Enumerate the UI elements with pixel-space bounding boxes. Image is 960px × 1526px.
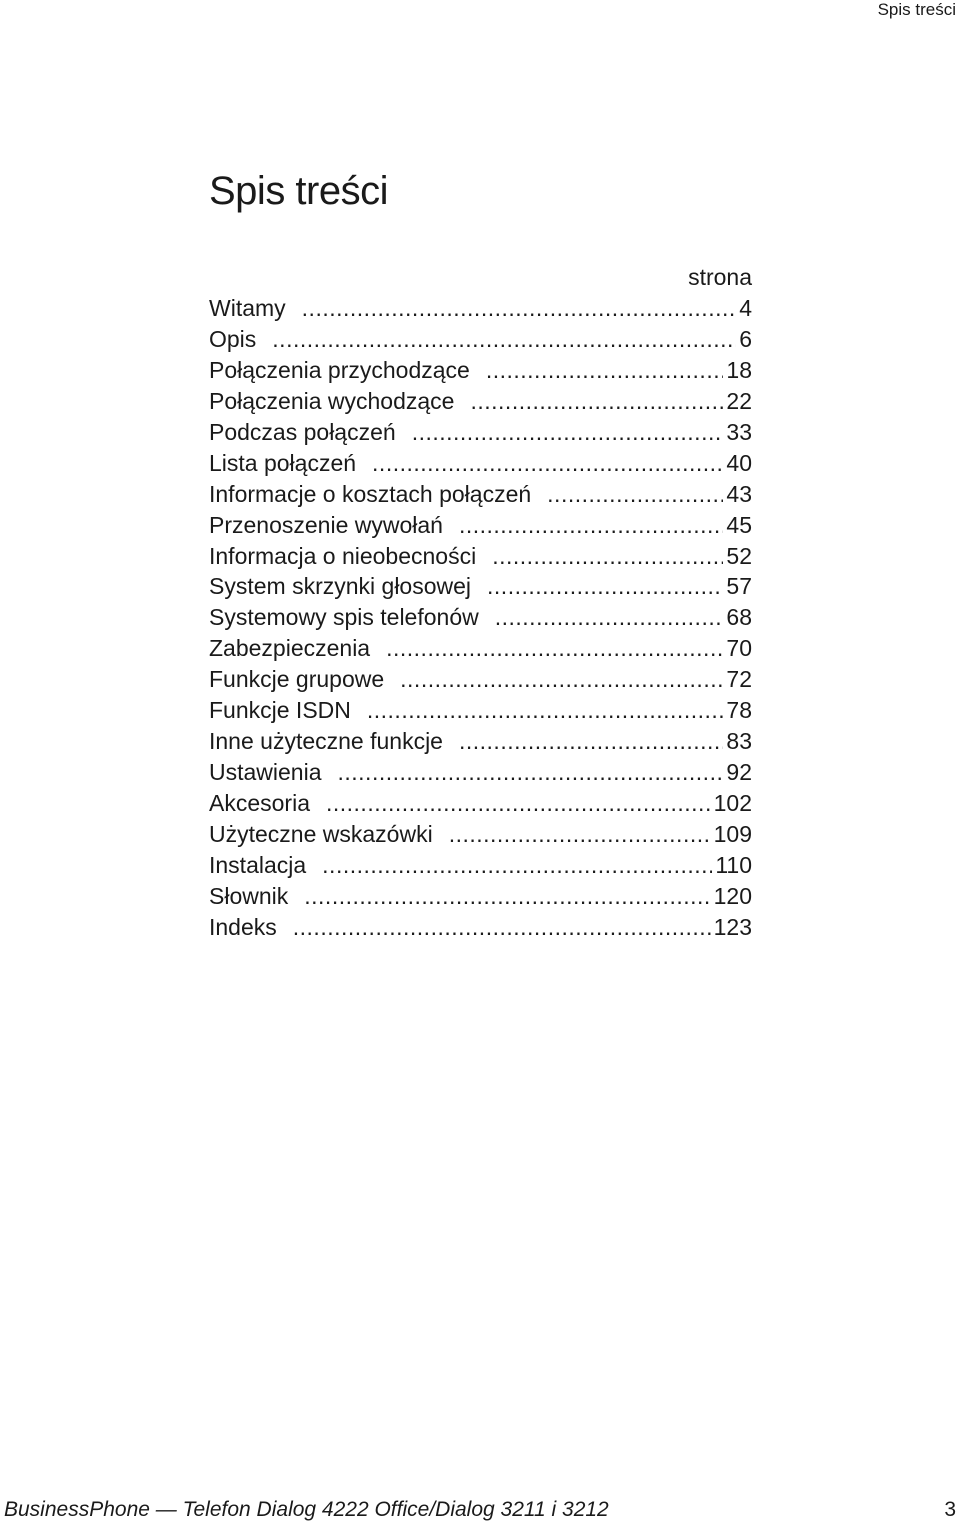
toc-entry[interactable] <box>209 571 752 602</box>
toc-entry-title: Użyteczne wskazówki <box>209 820 433 847</box>
toc-entry-page: 68 <box>726 604 752 631</box>
toc-entry-title: Połączenia przychodzące <box>209 356 470 383</box>
toc-entry-title: Akcesoria <box>209 790 310 816</box>
dot-leader <box>547 479 723 510</box>
dot-leader <box>400 664 723 695</box>
dot-leader <box>302 293 737 324</box>
toc-entry[interactable] <box>209 602 752 633</box>
toc-entry[interactable] <box>209 633 752 664</box>
toc-entry-page: 110 <box>715 851 752 878</box>
dot-leader <box>304 881 710 912</box>
toc-entry-title: Ustawienia <box>209 759 322 786</box>
dot-leader <box>459 510 723 541</box>
toc-entry[interactable] <box>209 881 752 912</box>
toc-entry-title: Słownik <box>209 882 289 909</box>
toc-entry-page: 83 <box>726 728 752 755</box>
dot-leader <box>326 788 711 819</box>
toc-entry[interactable] <box>209 355 752 386</box>
toc-entry-page: 45 <box>726 511 752 538</box>
toc-entry[interactable] <box>209 757 752 788</box>
toc-entry-page: 57 <box>726 573 752 600</box>
page-footer <box>0 1492 960 1526</box>
dot-leader <box>412 417 724 448</box>
toc-entry[interactable] <box>209 324 752 355</box>
toc-entry-page: 22 <box>726 387 752 414</box>
dot-leader <box>449 819 711 850</box>
toc-entry-title: Funkcje grupowe <box>209 666 385 693</box>
dot-leader <box>338 757 724 788</box>
toc-entry-title: Informacje o kosztach połączeń <box>209 480 532 507</box>
toc-entry[interactable] <box>209 293 752 324</box>
toc-list <box>209 293 752 943</box>
toc-entry[interactable] <box>209 448 752 479</box>
toc-entry-title: Informacja o nieobecności <box>209 542 477 569</box>
dot-leader <box>322 850 712 881</box>
toc-entry-page: 92 <box>726 759 752 786</box>
toc-entry-page: 33 <box>726 418 752 445</box>
page-title: Spis treści <box>209 169 388 213</box>
dot-leader <box>486 355 724 386</box>
footer-page-number: 3 <box>944 1498 956 1521</box>
toc-entry[interactable] <box>209 479 752 510</box>
toc-entry[interactable] <box>209 664 752 695</box>
toc-entry-title: Instalacja <box>209 851 307 878</box>
toc-entry-page: 52 <box>726 542 752 569</box>
toc-entry-page: 70 <box>726 635 752 662</box>
toc-entry-title: Funkcje ISDN <box>209 697 351 724</box>
toc-entry[interactable] <box>209 386 752 417</box>
toc-entry[interactable] <box>209 788 752 819</box>
toc-entry-title: Witamy <box>209 295 286 321</box>
running-head: Spis treści <box>877 0 956 19</box>
toc-entry[interactable] <box>209 510 752 541</box>
toc-entry-title: Podczas połączeń <box>209 418 396 445</box>
toc-entry[interactable] <box>209 726 752 757</box>
toc-entry-page: 120 <box>713 882 752 909</box>
toc-entry[interactable] <box>209 912 752 943</box>
toc-entry[interactable] <box>209 417 752 448</box>
toc-entry-title: Inne użyteczne funkcje <box>209 728 443 755</box>
toc-entry-title: Indeks <box>209 913 277 940</box>
toc-entry-page: 109 <box>713 820 752 847</box>
dot-leader <box>293 912 711 943</box>
toc-entry-page: 40 <box>726 449 752 476</box>
dot-leader <box>495 602 724 633</box>
toc-entry-title: Systemowy spis telefonów <box>209 604 479 631</box>
toc-entry-page: 102 <box>713 790 752 816</box>
toc-entry[interactable] <box>209 695 752 726</box>
page-column-header: strona <box>688 264 752 290</box>
toc-entry[interactable] <box>209 819 752 850</box>
toc-entry-title: Lista połączeń <box>209 449 357 476</box>
dot-leader <box>459 726 723 757</box>
dot-leader <box>272 324 736 355</box>
toc-entry-title: Opis <box>209 325 257 352</box>
toc-entry-page: 72 <box>726 666 752 693</box>
toc-entry-title: Przenoszenie wywołań <box>209 511 443 538</box>
toc-entry[interactable] <box>209 541 752 572</box>
table-of-contents <box>209 262 752 943</box>
dot-leader <box>470 386 723 417</box>
toc-entry-page: 123 <box>713 913 752 940</box>
dot-leader <box>492 541 723 572</box>
footer-product-line: BusinessPhone — Telefon Dialog 4222 Office/Dialog 3211 i 3212 <box>4 1498 609 1521</box>
toc-entry-page: 18 <box>726 356 752 383</box>
dot-leader <box>367 695 724 726</box>
dot-leader <box>372 448 723 479</box>
toc-entry-title: Połączenia wychodzące <box>209 387 455 414</box>
toc-entry-page: 43 <box>726 480 752 507</box>
toc-entry-page: 6 <box>739 325 752 352</box>
dot-leader <box>487 571 723 602</box>
toc-entry-page: 4 <box>739 295 752 321</box>
dot-leader <box>386 633 723 664</box>
toc-entry-title: System skrzynki głosowej <box>209 573 472 600</box>
toc-entry-page: 78 <box>726 697 752 724</box>
toc-entry[interactable] <box>209 850 752 881</box>
toc-entry-title: Zabezpieczenia <box>209 635 371 662</box>
